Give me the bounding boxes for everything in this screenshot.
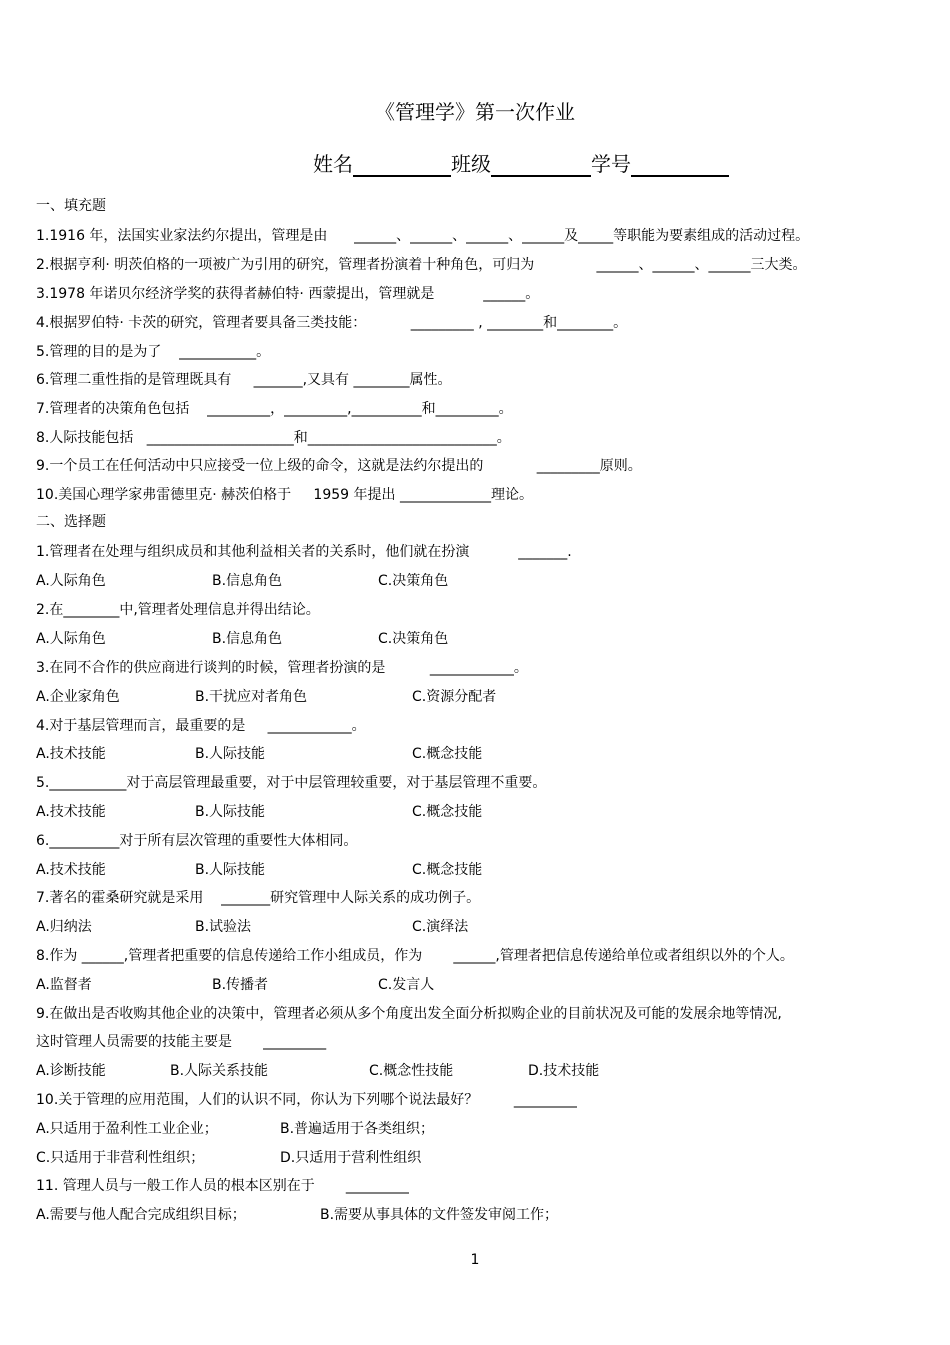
option-c: C.发言人: [378, 977, 435, 993]
class-label: 班级: [451, 152, 491, 176]
student-id-blank: [631, 155, 729, 177]
option-a: A.技术技能: [36, 804, 106, 820]
option-c: C.概念技能: [412, 862, 483, 878]
option-b: B.传播者: [212, 977, 269, 993]
fill-question-4: 4.根据罗伯特· 卡茨的研究，管理者要具备三类技能： _________ , ________和________。: [36, 315, 628, 331]
option-a: A.只适用于盈利性工业企业；: [36, 1121, 218, 1137]
option-a: A.技术技能: [36, 862, 106, 878]
option-b: B.人际技能: [195, 804, 266, 820]
fill-question-1: 1.1916 年，法国实业家法约尔提出，管理是由 ______、______、______、______及_____等职能为要素组成的活动过程。: [36, 228, 810, 244]
option-a: A.归纳法: [36, 919, 92, 935]
choice-question-2: 2.在________中,管理者处理信息并得出结论。: [36, 602, 320, 618]
choice-question-5: 5.___________对于高层管理最重要，对于中层管理较重要，对于基层管理不重要。: [36, 775, 547, 791]
option-a: A.监督者: [36, 977, 92, 993]
fill-question-10: 10.美国心理学家弗雷德里克· 赫茨伯格于 1959 年提出 _____________理论。: [36, 487, 533, 503]
name-blank: [353, 155, 451, 177]
option-a: A.人际角色: [36, 631, 106, 647]
option-b: B.试验法: [195, 919, 252, 935]
fill-question-3: 3.1978 年诺贝尔经济学奖的获得者赫伯特· 西蒙提出，管理就是 ______。: [36, 286, 540, 302]
option-b: B.信息角色: [212, 573, 283, 589]
fill-question-6: 6.管理二重性指的是管理既具有 _______,又具有 ________属性。: [36, 372, 452, 388]
option-b: B.需要从事具体的文件签发审阅工作；: [320, 1207, 559, 1223]
option-c: C.概念技能: [412, 746, 483, 762]
option-c: C.决策角色: [378, 631, 449, 647]
fill-question-8: 8.人际技能包括 _____________________和___________________________。: [36, 430, 511, 446]
option-a: A.企业家角色: [36, 689, 120, 705]
name-label: 姓名: [313, 152, 353, 176]
choice-question-4: 4.对于基层管理而言，最重要的是 ____________。: [36, 718, 366, 734]
option-c: C.演绎法: [412, 919, 469, 935]
student-info-line: [313, 151, 729, 177]
choice-question-1: 1.管理者在处理与组织成员和其他利益相关者的关系时，他们就在扮演 _______.: [36, 544, 572, 560]
option-c: C.概念技能: [412, 804, 483, 820]
option-b: B.人际技能: [195, 862, 266, 878]
section-heading-fill: 一、填充题: [36, 198, 106, 214]
option-d: D.技术技能: [528, 1063, 600, 1079]
choice-question-11: 11. 管理人员与一般工作人员的根本区别在于 _________: [36, 1178, 409, 1194]
option-b: B.干扰应对者角色: [195, 689, 308, 705]
option-b: B.人际关系技能: [170, 1063, 269, 1079]
option-a: A.技术技能: [36, 746, 106, 762]
choice-question-6: 6.__________对于所有层次管理的重要性大体相同。: [36, 833, 358, 849]
option-c: C.只适用于非营利性组织；: [36, 1150, 205, 1166]
choice-question-8: 8.作为 ______,管理者把重要的信息传递给工作小组成员，作为 ______,管理者把信息传递给单位或者组织以外的个人。: [36, 948, 794, 964]
student-id-label: 学号: [591, 152, 631, 176]
option-d: D.只适用于营利性组织: [280, 1150, 422, 1166]
page-number: 1: [470, 1252, 480, 1268]
choice-question-10: 10.关于管理的应用范围，人们的认识不同，你认为下列哪个说法最好？ _________: [36, 1092, 577, 1108]
document-title: 《管理学》第一次作业: [375, 100, 575, 124]
choice-question-7: 7.著名的霍桑研究就是采用 _______研究管理中人际关系的成功例子。: [36, 890, 481, 906]
option-c: C.决策角色: [378, 573, 449, 589]
fill-question-5: 5.管理的目的是为了 ___________。: [36, 344, 271, 360]
option-a: A.诊断技能: [36, 1063, 106, 1079]
choice-question-9-continued: 这时管理人员需要的技能主要是 _________: [36, 1034, 327, 1050]
option-a: A.人际角色: [36, 573, 106, 589]
choice-question-9: 9.在做出是否收购其他企业的决策中，管理者必须从多个角度出发全面分析拟购企业的目前状况及可能的发展余地等情况,: [36, 1006, 782, 1022]
option-b: B.普遍适用于各类组织；: [280, 1121, 435, 1137]
option-c: C.资源分配者: [412, 689, 497, 705]
option-b: B.信息角色: [212, 631, 283, 647]
option-a: A.需要与他人配合完成组织目标；: [36, 1207, 246, 1223]
class-blank: [491, 155, 591, 177]
fill-question-2: 2.根据亨利· 明茨伯格的一项被广为引用的研究，管理者扮演着十种角色，可归为 ______、______、______三大类。: [36, 257, 807, 273]
option-c: C.概念性技能: [369, 1063, 454, 1079]
fill-question-7: 7.管理者的决策角色包括 _________，_________,__________和_________。: [36, 401, 513, 417]
option-b: B.人际技能: [195, 746, 266, 762]
fill-question-9: 9.一个员工在任何活动中只应接受一位上级的命令，这就是法约尔提出的 _________原则。: [36, 458, 642, 474]
section-heading-choice: 二、选择题: [36, 514, 106, 530]
choice-question-3: 3.在同不合作的供应商进行谈判的时候，管理者扮演的是 ____________。: [36, 660, 528, 676]
